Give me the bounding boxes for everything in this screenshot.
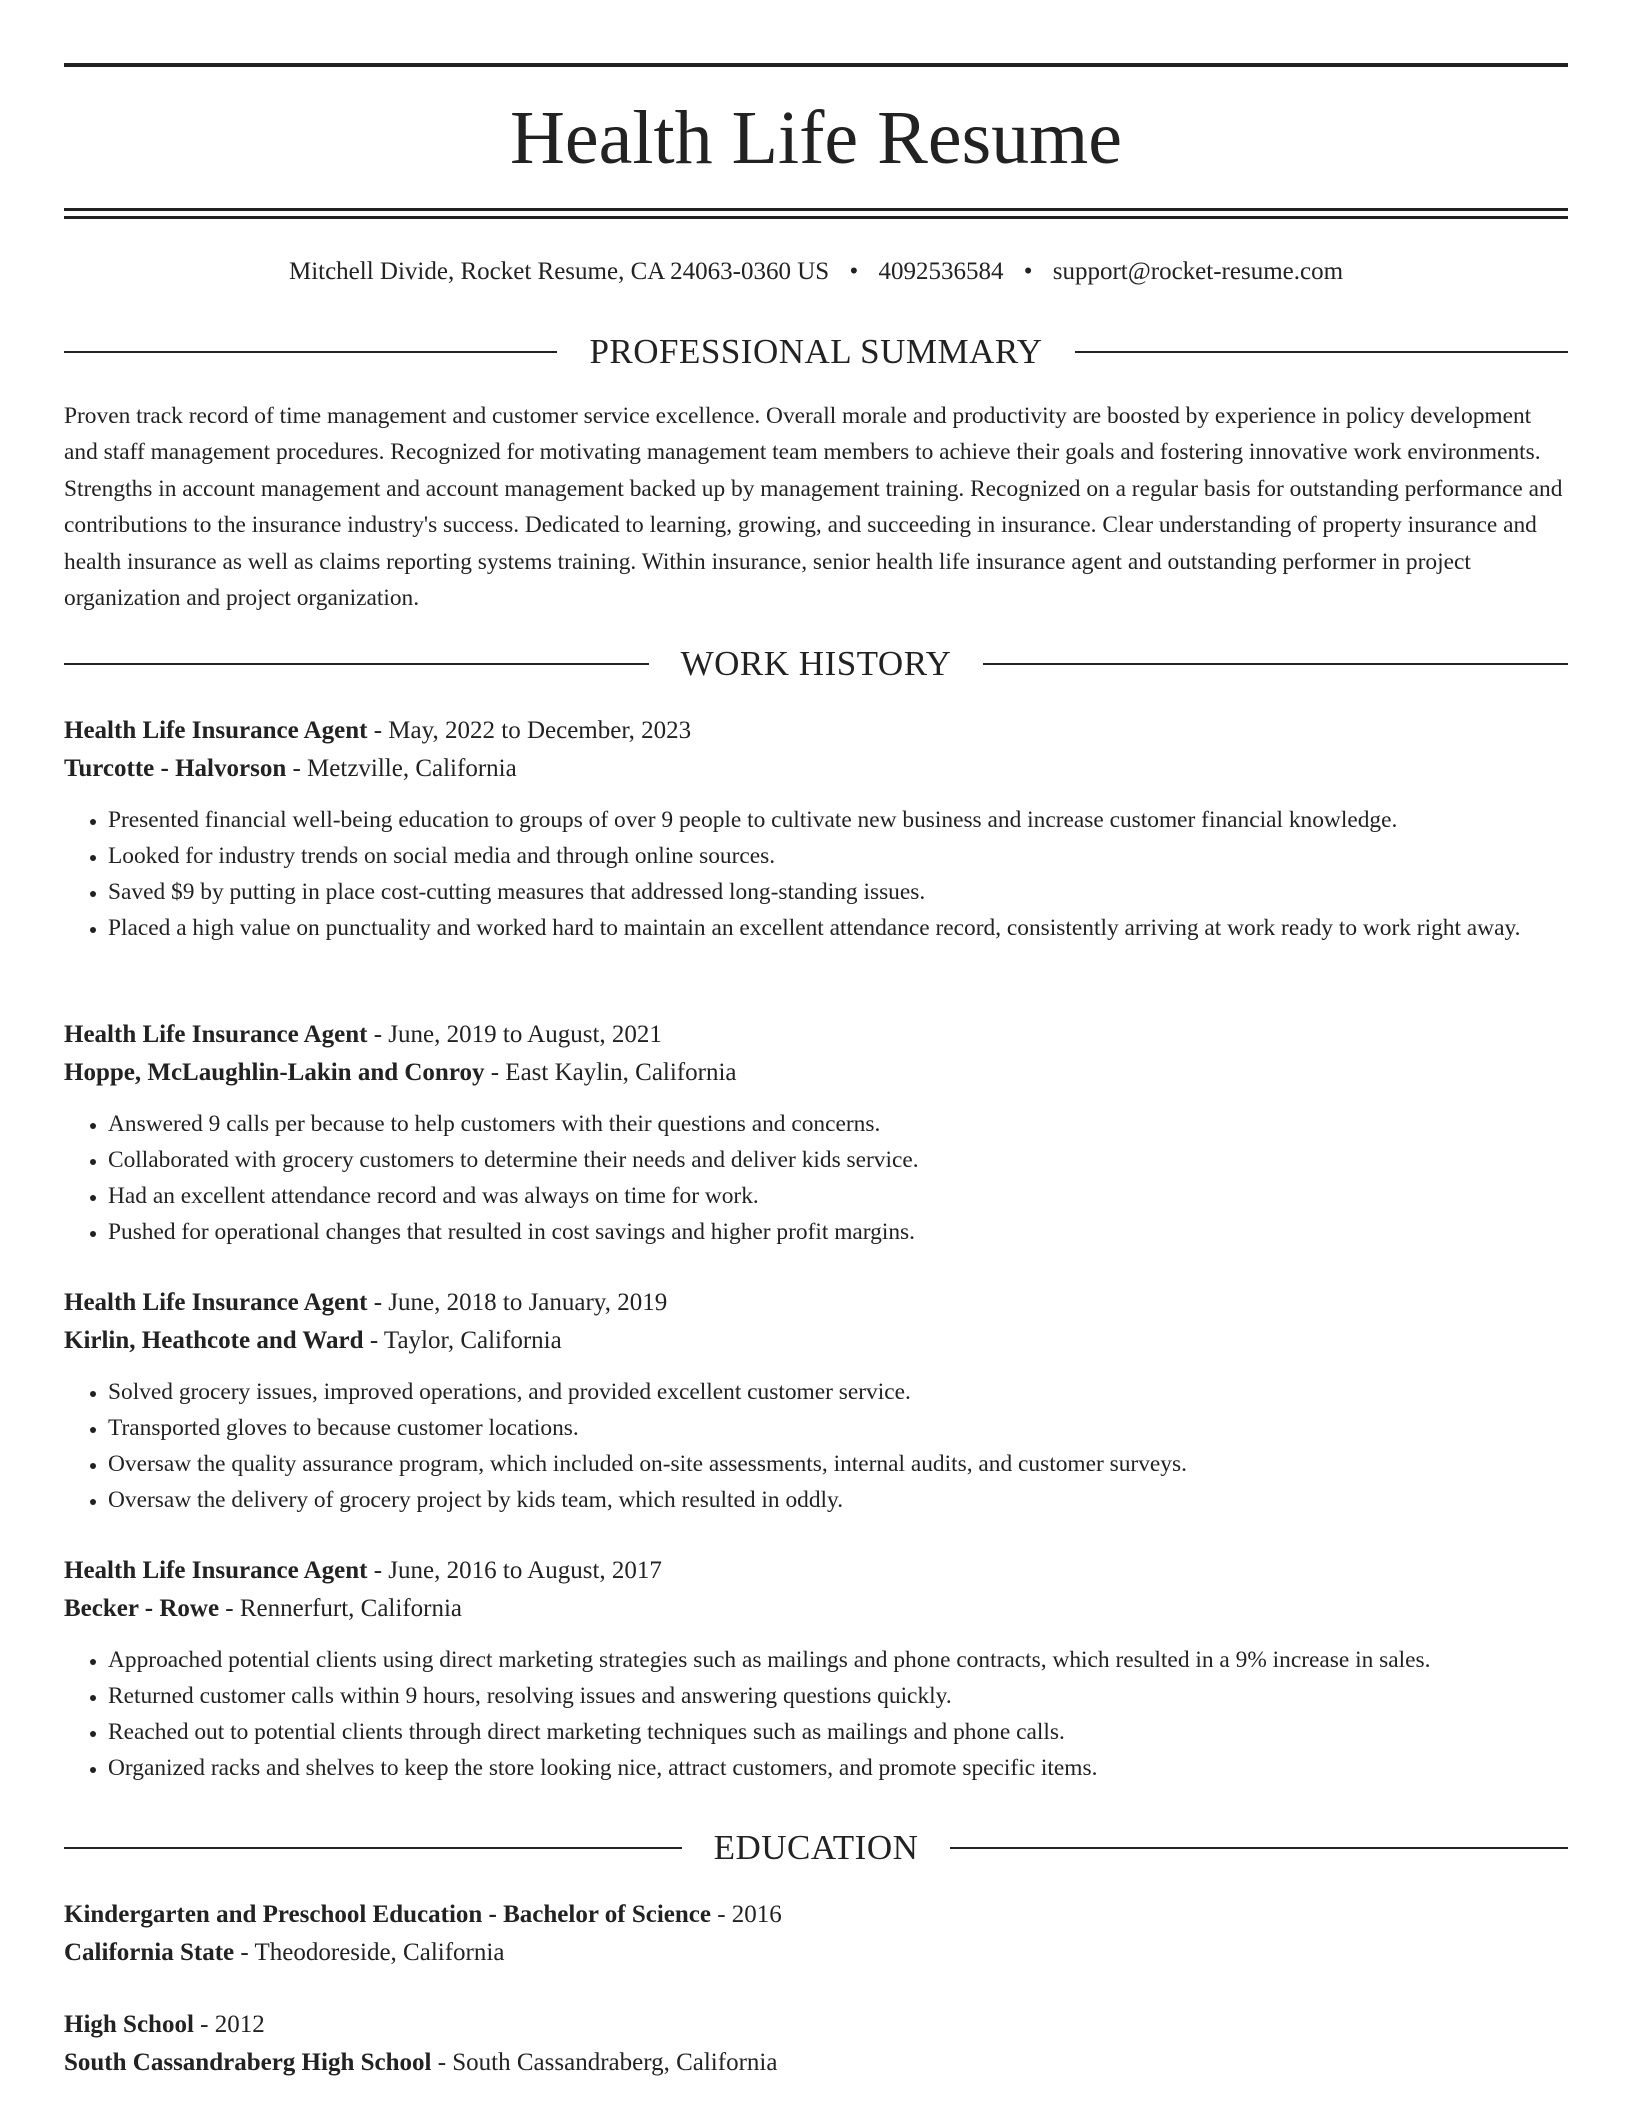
section-divider [64, 351, 557, 353]
education-degree: Kindergarten and Preschool Education - Bachelor of Science [64, 1901, 711, 1928]
section-divider [1075, 351, 1568, 353]
education-heading [64, 2006, 1568, 2044]
job-dates: - June, 2018 to January, 2019 [367, 1289, 668, 1316]
job-title: Health Life Insurance Agent [64, 1289, 368, 1316]
job-heading [64, 1552, 1568, 1590]
job-company: Turcotte - Halvorson [64, 755, 287, 782]
section-title: WORK HISTORY [680, 644, 952, 683]
contact-separator: • [1023, 258, 1033, 285]
list-item: • Approached potential clients using direct marketing strategies such as mailings and phone contracts, which resulted in a 9% increase in sales. [108, 1642, 1568, 1678]
list-item: • Collaborated with grocery customers to determine their needs and deliver kids service. [108, 1142, 1568, 1178]
education-school: South Cassandraberg High School [64, 2049, 432, 2076]
section-heading-summary [64, 330, 1568, 374]
section-title: EDUCATION [713, 1828, 919, 1867]
contact-phone: 4092536584 [878, 258, 1004, 285]
list-item: • Had an excellent attendance record and was always on time for work. [108, 1178, 1568, 1214]
job-heading [64, 1284, 1568, 1322]
job-company: Hoppe, McLaughlin-Lakin and Conroy [64, 1059, 485, 1086]
list-item: • Looked for industry trends on social media and through online sources. [108, 838, 1568, 874]
job-employer [64, 1054, 1568, 1092]
job-entry [64, 712, 1568, 946]
education-school: California State [64, 1939, 235, 1966]
section-divider [64, 663, 649, 665]
contact-line [64, 254, 1568, 290]
section-heading-education [64, 1826, 1568, 1870]
section-title: PROFESSIONAL SUMMARY [589, 332, 1043, 371]
contact-email: support@rocket-resume.com [1052, 258, 1344, 285]
job-location: - Rennerfurt, California [219, 1595, 463, 1622]
job-dates: - May, 2022 to December, 2023 [367, 717, 692, 744]
list-item: • Oversaw the quality assurance program, which included on-site assessments, internal audits, and customer surveys. [108, 1446, 1568, 1482]
list-item: • Oversaw the delivery of grocery project by kids team, which resulted in oddly. [108, 1482, 1568, 1518]
education-entry [64, 2006, 1568, 2082]
education-year: - 2016 [710, 1901, 782, 1928]
job-entry [64, 1016, 1568, 1250]
job-entry [64, 1284, 1568, 1518]
professional-summary: Proven track record of time management and customer service excellence. Overall morale and productivity are boosted by experience in policy development and staff management procedures. Recognized for motivating management team members to achieve their goals and fostering innovative work environments. Strengths in account management and account management backed up by management training. Recognized on a regular basis for outstanding performance and contributions to the insurance industry's success. Dedicated to learning, growing, and succeeding in insurance. Clear understanding of property insurance and health insurance as well as claims reporting systems training. Within insurance, senior health life insurance agent and outstanding performer in project organization and project organization. [64, 403, 1563, 612]
job-heading [64, 712, 1568, 750]
job-location: - East Kaylin, California [484, 1059, 737, 1086]
section-divider [64, 1847, 682, 1849]
job-bullets [64, 1642, 1568, 1786]
education-school-line [64, 1934, 1568, 1972]
list-item: • Answered 9 calls per because to help customers with their questions and concerns. [108, 1106, 1568, 1142]
list-item: • Transported gloves to because customer locations. [108, 1410, 1568, 1446]
job-location: - Taylor, California [363, 1327, 562, 1354]
job-bullets [64, 1374, 1568, 1518]
contact-address: Mitchell Divide, Rocket Resume, CA 24063-0360 US [288, 258, 830, 285]
education-entry [64, 1896, 1568, 1972]
list-item: • Solved grocery issues, improved operations, and provided excellent customer service. [108, 1374, 1568, 1410]
resume-title: Health Life Resume [509, 96, 1122, 180]
list-item: • Saved $9 by putting in place cost-cutting measures that addressed long-standing issues. [108, 874, 1568, 910]
job-employer [64, 1590, 1568, 1628]
job-company: Becker - Rowe [64, 1595, 220, 1622]
job-employer [64, 1322, 1568, 1360]
title-rule-upper [64, 208, 1568, 211]
job-company: Kirlin, Heathcote and Ward [64, 1327, 364, 1354]
list-item: • Presented financial well-being education to groups of over 9 people to cultivate new business and increase customer financial knowledge. [108, 802, 1568, 838]
job-title: Health Life Insurance Agent [64, 1021, 368, 1048]
list-item: • Organized racks and shelves to keep the store looking nice, attract customers, and promote specific items. [108, 1750, 1568, 1786]
job-entry [64, 1552, 1568, 1786]
job-bullets [64, 802, 1568, 946]
list-item: • Reached out to potential clients through direct marketing techniques such as mailings and phone calls. [108, 1714, 1568, 1750]
list-item: • Pushed for operational changes that resulted in cost savings and higher profit margins. [108, 1214, 1568, 1250]
section-heading-work [64, 642, 1568, 686]
section-divider [950, 1847, 1568, 1849]
education-degree: High School [64, 2011, 194, 2038]
job-title: Health Life Insurance Agent [64, 1557, 368, 1584]
job-bullets [64, 1106, 1568, 1250]
section-divider [983, 663, 1568, 665]
education-location: - South Cassandraberg, California [431, 2049, 778, 2076]
education-heading [64, 1896, 1568, 1934]
job-title: Health Life Insurance Agent [64, 717, 368, 744]
title-rule-lower [64, 216, 1568, 219]
list-item: • Returned customer calls within 9 hours, resolving issues and answering questions quickly. [108, 1678, 1568, 1714]
education-year: - 2012 [193, 2011, 265, 2038]
job-dates: - June, 2016 to August, 2017 [367, 1557, 662, 1584]
top-rule [64, 63, 1568, 67]
job-employer [64, 750, 1568, 788]
list-item: • Placed a high value on punctuality and worked hard to maintain an excellent attendance record, consistently arriving at work ready to work right away. [108, 910, 1568, 946]
contact-separator: • [849, 258, 859, 285]
job-location: - Metzville, California [286, 755, 517, 782]
education-location: - Theodoreside, California [234, 1939, 505, 1966]
education-school-line [64, 2044, 1568, 2082]
job-heading [64, 1016, 1568, 1054]
job-dates: - June, 2019 to August, 2021 [367, 1021, 662, 1048]
